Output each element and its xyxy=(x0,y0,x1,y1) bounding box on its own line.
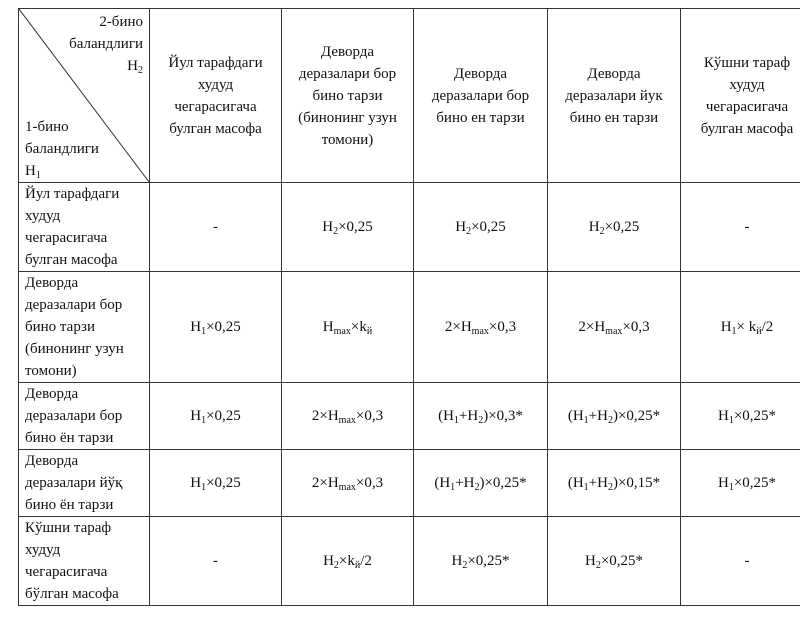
formula-subscript: 2 xyxy=(466,226,472,237)
header-row xyxy=(19,9,800,183)
formula-text: +H xyxy=(458,408,479,424)
formula-cell-road-boundary xyxy=(150,272,282,383)
formula-text: H xyxy=(190,408,202,424)
formula-text: H xyxy=(588,219,600,235)
formula-text: H xyxy=(451,553,463,569)
formula-cell-side-with-windows xyxy=(414,272,548,383)
formula-subscript: 1 xyxy=(450,482,456,493)
formula-text: H xyxy=(720,319,732,335)
formula-text: /2 xyxy=(761,319,774,335)
formula-subscript: max xyxy=(605,326,623,337)
formula-text: ×0,3 xyxy=(355,408,384,424)
formula-text: ×k xyxy=(350,319,367,335)
formula-subscript: й xyxy=(354,560,361,571)
formula-text: (H xyxy=(567,475,584,491)
formula-cell-side-without-windows xyxy=(548,383,681,450)
formula-subscript: max xyxy=(338,415,356,426)
formula-cell-side-with-windows xyxy=(414,383,548,450)
formula-text: ×0,3 xyxy=(488,319,517,335)
formula-text: +H xyxy=(588,408,608,424)
formula-cell-facade-with-windows xyxy=(282,272,414,383)
formula-text: )×0,25* xyxy=(612,408,661,424)
formula-text: 2×H xyxy=(578,319,606,335)
table-row xyxy=(19,183,800,272)
column-header-side-with-windows: Деворда деразалари бор бино ен тарзи xyxy=(414,9,548,183)
formula-subscript: й xyxy=(366,326,373,337)
formula-subscript: 1 xyxy=(453,415,459,426)
formula-text: 2×H xyxy=(311,408,339,424)
formula-subscript: 1 xyxy=(201,482,207,493)
formula-subscript: 2 xyxy=(478,415,484,426)
formula-cell-facade-with-windows xyxy=(282,183,414,272)
formula-text: H xyxy=(322,219,334,235)
formula-subscript: 1 xyxy=(583,482,589,493)
formula-text: ×0,25 xyxy=(206,408,241,424)
formula-subscript: 2 xyxy=(333,560,339,571)
formula-text: /2 xyxy=(360,553,372,569)
column-header-side-without-windows: Деворда деразалари йук бино ен тарзи xyxy=(548,9,681,183)
formula-text: +H xyxy=(588,475,608,491)
formula-cell-neighbor-boundary: - xyxy=(681,183,800,272)
formula-subscript: 2 xyxy=(599,226,605,237)
formula-text: H xyxy=(717,475,729,491)
row-header: Кўшни тараф худуд чегарасигача бўлган масофа xyxy=(19,517,150,606)
formula-cell-road-boundary xyxy=(150,450,282,517)
formula-subscript: 2 xyxy=(607,482,613,493)
formula-cell-side-with-windows xyxy=(414,517,548,606)
corner-bottom-line1: 1-бино xyxy=(25,119,69,135)
formula-subscript: 1 xyxy=(201,415,207,426)
formula-cell-neighbor-boundary xyxy=(681,450,800,517)
formula-cell-neighbor-boundary xyxy=(681,383,800,450)
formula-text: ×0,25 xyxy=(604,219,640,235)
corner-top-line1: 2-бино xyxy=(99,14,143,30)
formula-cell-road-boundary: - xyxy=(150,183,282,272)
formula-cell-side-without-windows xyxy=(548,272,681,383)
formula-subscript: 2 xyxy=(333,226,339,237)
row-header: Йул тарафдаги худуд чегарасигача булган масофа xyxy=(19,183,150,272)
distance-table xyxy=(18,8,800,606)
formula-subscript: 1 xyxy=(583,415,589,426)
formula-text: × k xyxy=(736,319,757,335)
formula-cell-side-without-windows xyxy=(548,183,681,272)
formula-text: ×0,25 xyxy=(338,219,373,235)
formula-subscript: 1 xyxy=(728,482,734,493)
formula-cell-neighbor-boundary: - xyxy=(681,517,800,606)
formula-subscript: 1 xyxy=(731,326,737,337)
formula-subscript: max xyxy=(471,326,489,337)
formula-cell-side-without-windows xyxy=(548,450,681,517)
formula-cell-facade-with-windows xyxy=(282,517,414,606)
formula-cell-side-with-windows xyxy=(414,450,548,517)
formula-subscript: 2 xyxy=(462,560,468,571)
formula-subscript: 1 xyxy=(728,415,734,426)
formula-text: (H xyxy=(438,408,454,424)
formula-cell-road-boundary: - xyxy=(150,517,282,606)
table-row xyxy=(19,383,800,450)
column-header-facade-with-windows: Деворда деразалари бор бино тарзи (бинонинг узун томони) xyxy=(282,9,414,183)
corner-top-label xyxy=(69,11,143,77)
formula-text: (H xyxy=(567,408,584,424)
formula-text: 2×H xyxy=(444,319,472,335)
row-header: Деворда деразалари бор бино ён тарзи xyxy=(19,383,150,450)
formula-text: ×0,25 xyxy=(206,475,241,491)
formula-text: +H xyxy=(455,475,475,491)
corner-cell xyxy=(19,9,150,183)
formula-text: H xyxy=(190,475,202,491)
formula-text: H xyxy=(717,408,729,424)
corner-top-symbol: H xyxy=(127,58,138,74)
corner-bottom-line2: баландлиги xyxy=(25,141,99,157)
formula-text: ×0,3 xyxy=(622,319,650,335)
formula-text: H xyxy=(584,553,596,569)
formula-text: ×0,25* xyxy=(600,553,644,569)
formula-subscript: 2 xyxy=(607,415,613,426)
formula-text: H xyxy=(323,553,334,569)
formula-text: 2×H xyxy=(311,475,339,491)
row-header: Деворда деразалари йўқ бино ён тарзи xyxy=(19,450,150,517)
formula-text: )×0,25* xyxy=(479,475,527,491)
formula-text: H xyxy=(190,319,202,335)
formula-text: )×0,15* xyxy=(612,475,661,491)
formula-subscript: 2 xyxy=(595,560,601,571)
formula-text: ×0,25* xyxy=(733,475,777,491)
table-row xyxy=(19,517,800,606)
corner-top-sub: 2 xyxy=(138,65,143,76)
formula-text: )×0,3* xyxy=(483,408,523,424)
formula-subscript: max xyxy=(333,326,351,337)
formula-subscript: 2 xyxy=(474,482,480,493)
formula-cell-neighbor-boundary xyxy=(681,272,800,383)
column-header-neighbor-boundary: Кўшни тараф худуд чегарасигача булган масофа xyxy=(681,9,800,183)
formula-cell-facade-with-windows xyxy=(282,450,414,517)
table-row xyxy=(19,272,800,383)
formula-cell-side-with-windows xyxy=(414,183,548,272)
formula-subscript: max xyxy=(338,482,356,493)
formula-text: ×k xyxy=(338,553,355,569)
formula-text: ×0,3 xyxy=(355,475,384,491)
corner-bottom-symbol: H xyxy=(25,163,36,179)
table-row xyxy=(19,450,800,517)
formula-text: (H xyxy=(434,475,451,491)
corner-top-line2: баландлиги xyxy=(69,36,143,52)
formula-cell-road-boundary xyxy=(150,383,282,450)
formula-cell-facade-with-windows xyxy=(282,383,414,450)
formula-cell-side-without-windows xyxy=(548,517,681,606)
formula-subscript: 1 xyxy=(201,326,207,337)
row-header: Деворда деразалари бор бино тарзи (бинонинг узун томони) xyxy=(19,272,150,383)
formula-text: ×0,25* xyxy=(467,553,510,569)
formula-text: ×0,25* xyxy=(733,408,777,424)
formula-subscript: й xyxy=(756,326,762,337)
corner-bottom-sub: 1 xyxy=(35,170,41,181)
column-header-road-boundary: Йул тарафдаги худуд чегарасигача булган масофа xyxy=(150,9,282,183)
formula-text: H xyxy=(322,319,334,335)
corner-bottom-label xyxy=(25,116,99,182)
formula-text: H xyxy=(455,219,467,235)
formula-text: ×0,25 xyxy=(471,219,506,235)
formula-text: ×0,25 xyxy=(206,319,241,335)
